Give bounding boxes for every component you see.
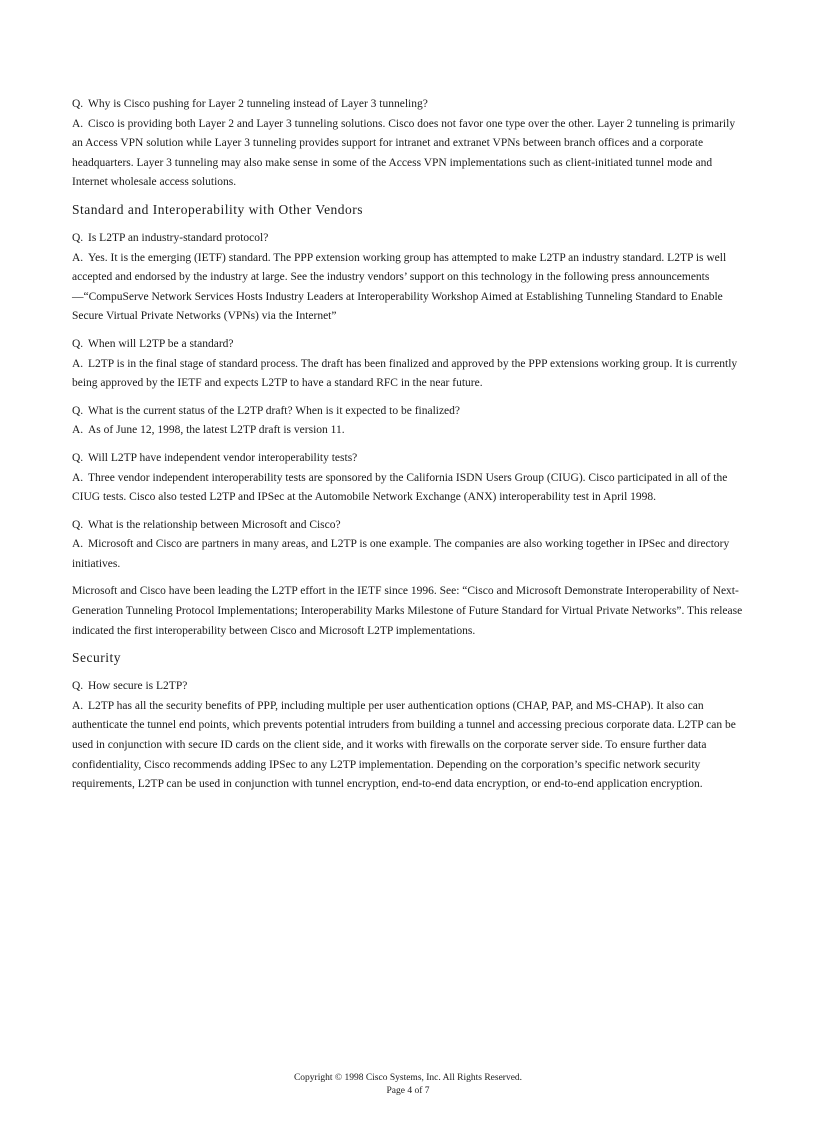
- section-heading: Security: [72, 650, 121, 666]
- answer: A. Cisco is providing both Layer 2 and Layer 3 tunneling solutions. Cisco does not favor one type over the other. Layer 2 tunneling is primarily an Access VPN solution while Layer 3 tunneling provides support for intranet and extranet VPNs between branch offices and a corporate headquarters. Layer 3 tunneling may also make sense in some of the Access VPN implementations such as client-initiated tunnel mode and Internet wholesale access solutions.: [72, 117, 736, 189]
- answer: A. Microsoft and Cisco are partners in many areas, and L2TP is one example. The companies are also working together in IPSec and directory initiatives.: [72, 538, 730, 570]
- answer: A. Yes. It is the emerging (IETF) standard. The PPP extension working group has attempted to make L2TP an industry standard. L2TP is well accepted and endorsed by the industry at large. See the industry vendors’ support on this technology in the following press announcements—“CompuServe Network Services Hosts Industry Leaders at Interoperability Workshop Aimed at Establishing Tunneling Standard to Enable Secure Virtual Private Networks (VPNs) via the Internet”: [72, 251, 727, 323]
- qa-item: [72, 335, 744, 394]
- answer: A. L2TP has all the security benefits of PPP, including multiple per user authentication options (CHAP, PAP, and MS-CHAP). It also can authenticate the tunnel end points, which prevents potential intruders from building a tunnel and accessing precious corporate data. L2TP can be used in conjunction with secure ID cards on the client side, and it works with firewalls on the corporate server side. To ensure further data confidentiality, Cisco recommends adding IPSec to any L2TP implementation. Depending on the corporation’s specific network security requirements, L2TP can be used in conjunction with tunnel encryption, end-to-end data encryption, or end-to-end application encryption.: [72, 699, 736, 791]
- question: Q. What is the relationship between Microsoft and Cisco?: [72, 518, 341, 531]
- body-paragraph: Microsoft and Cisco have been leading the L2TP effort in the IETF since 1996. See: “Cisco and Microsoft Demonstrate Interoperability of Next-Generation Tunneling Protocol Implementations; Interoperability Marks Milestone of Future Standard for Virtual Private Networks”. This release indicated the first interoperability between Cisco and Microsoft L2TP implementations.: [72, 585, 743, 637]
- page-footer: [0, 1072, 816, 1098]
- qa-item: [72, 402, 744, 441]
- answer: A. As of June 12, 1998, the latest L2TP draft is version 11.: [72, 424, 345, 437]
- qa-item: [72, 677, 744, 795]
- question: Q. How secure is L2TP?: [72, 680, 188, 693]
- question: Q. What is the current status of the L2TP draft? When is it expected to be finalized?: [72, 404, 461, 417]
- section-heading: Standard and Interoperability with Other Vendors: [72, 201, 364, 217]
- qa-item: [72, 229, 744, 327]
- qa-item: [72, 95, 744, 193]
- qa-item: [72, 449, 744, 508]
- question: Q. Why is Cisco pushing for Layer 2 tunneling instead of Layer 3 tunneling?: [72, 98, 428, 110]
- question: Q. Will L2TP have independent vendor interoperability tests?: [72, 451, 358, 464]
- question: Q. When will L2TP be a standard?: [72, 337, 234, 350]
- answer: A. Three vendor independent interoperability tests are sponsored by the California ISDN Users Group (CIUG). Cisco participated in all of the CIUG tests. Cisco also tested L2TP and IPSec at the Automobile Network Exchange (ANX) interoperability test in April 1998.: [72, 471, 728, 504]
- question: Q. Is L2TP an industry-standard protocol?: [72, 231, 269, 244]
- document-body: [72, 95, 744, 803]
- qa-item: [72, 516, 744, 575]
- answer: A. L2TP is in the final stage of standard process. The draft has been finalized and approved by the PPP extensions working group. It is currently being approved by the IETF and expects L2TP to have a standard RFC in the near future.: [72, 357, 738, 390]
- page-number: Page 4 of 7: [386, 1086, 430, 1096]
- copyright-notice: Copyright © 1998 Cisco Systems, Inc. All Rights Reserved.: [293, 1073, 523, 1083]
